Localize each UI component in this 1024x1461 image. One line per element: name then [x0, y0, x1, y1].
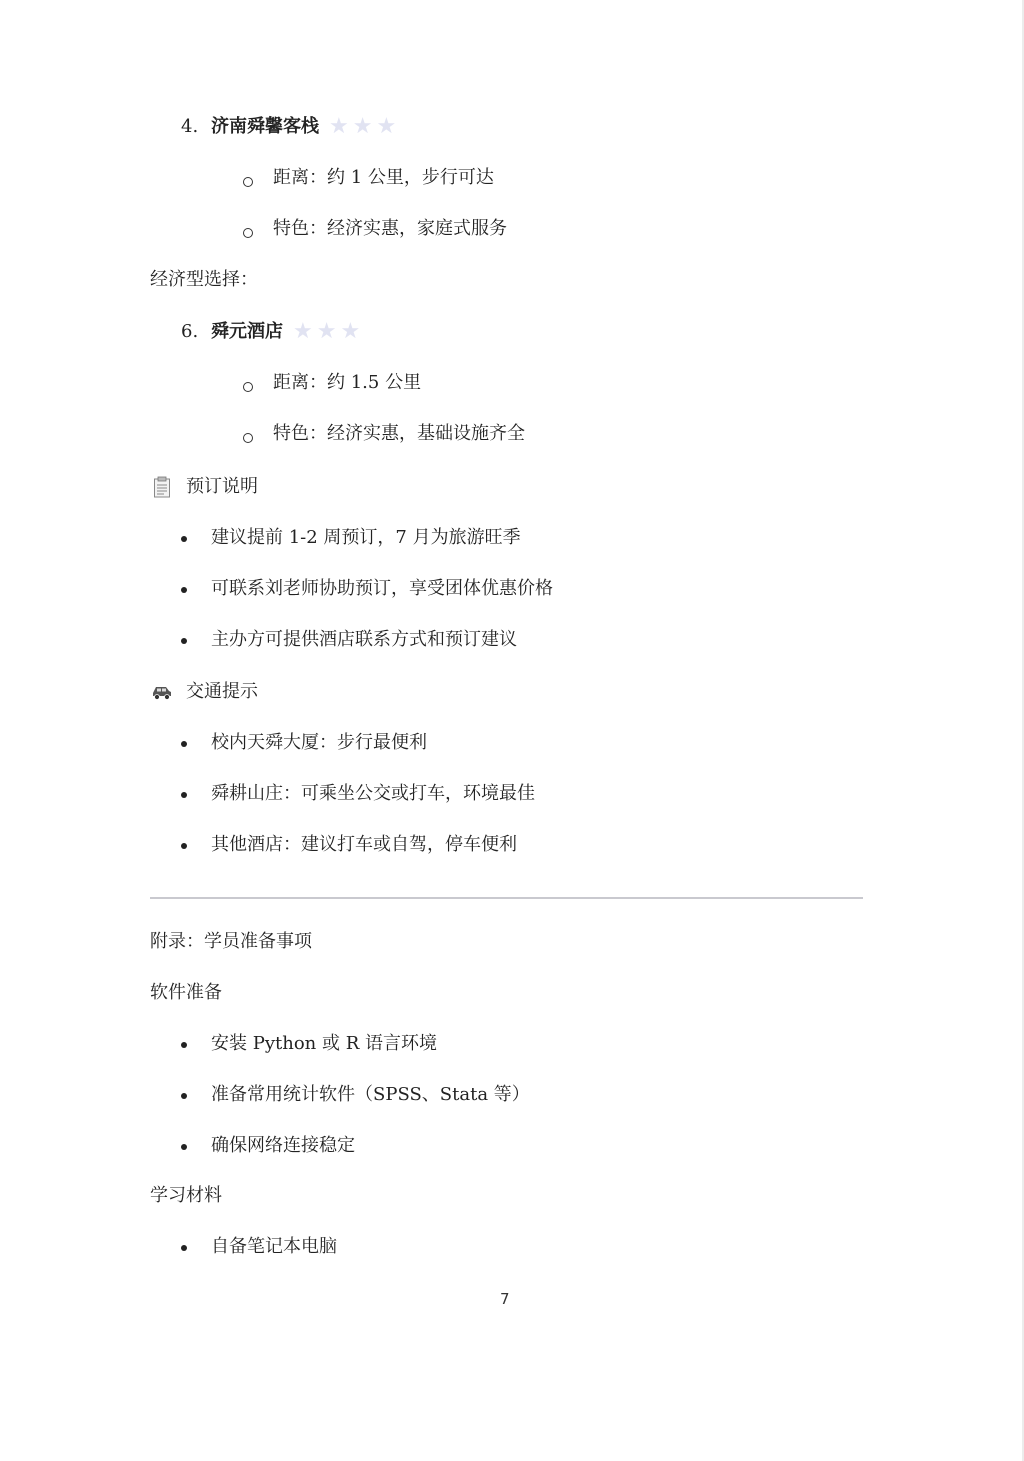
software-item: 安装 Python 或 R 语言环境: [211, 1033, 437, 1054]
bullet-icon: [181, 1144, 187, 1150]
hotel-detail: 特色：经济实惠，基础设施齐全: [273, 423, 525, 444]
economy-heading: 经济型选择：: [150, 269, 258, 290]
bullet-icon: [181, 638, 187, 644]
bullet-icon: [181, 1093, 187, 1099]
circle-bullet-icon: [243, 433, 253, 443]
booking-title: 预订说明: [186, 476, 258, 497]
clipboard-icon: [153, 476, 171, 498]
bullet-icon: [181, 536, 187, 542]
materials-title: 学习材料: [150, 1185, 222, 1206]
materials-item: 自备笔记本电脑: [211, 1236, 337, 1257]
bullet-icon: [181, 792, 187, 798]
car-icon: [151, 683, 173, 701]
rating-stars-icon: ★★★: [329, 114, 401, 139]
list-number: 4.: [181, 116, 199, 137]
transport-item: 其他酒店：建议打车或自驾，停车便利: [211, 834, 517, 855]
hotel-detail: 距离：约 1 公里，步行可达: [273, 167, 494, 188]
bullet-icon: [181, 741, 187, 747]
software-item: 准备常用统计软件（SPSS、Stata 等）: [211, 1084, 530, 1105]
booking-item: 可联系刘老师协助预订，享受团体优惠价格: [211, 578, 553, 599]
bullet-icon: [181, 843, 187, 849]
hotel-item-6: [181, 320, 364, 344]
software-item: 确保网络连接稳定: [211, 1135, 355, 1156]
circle-bullet-icon: [243, 177, 253, 187]
transport-item: 校内天舜大厦：步行最便利: [211, 732, 427, 753]
hotel-name: 舜元酒店: [211, 321, 283, 342]
hotel-detail: 距离：约 1.5 公里: [273, 372, 422, 393]
booking-item: 主办方可提供酒店联系方式和预订建议: [211, 629, 517, 650]
transport-title: 交通提示: [186, 681, 258, 702]
software-title: 软件准备: [150, 982, 222, 1003]
circle-bullet-icon: [243, 228, 253, 238]
bullet-icon: [181, 587, 187, 593]
bullet-icon: [181, 1245, 187, 1251]
circle-bullet-icon: [243, 382, 253, 392]
transport-item: 舜耕山庄：可乘坐公交或打车，环境最佳: [211, 783, 535, 804]
list-number: 6.: [181, 321, 199, 342]
appendix-title: 附录：学员准备事项: [150, 931, 312, 952]
hotel-detail: 特色：经济实惠，家庭式服务: [273, 218, 507, 239]
hotel-name: 济南舜馨客栈: [211, 116, 319, 137]
bullet-icon: [181, 1042, 187, 1048]
booking-item: 建议提前 1-2 周预订，7 月为旅游旺季: [211, 527, 521, 548]
rating-stars-icon: ★★★: [293, 319, 365, 344]
page-number: 7: [500, 1290, 510, 1308]
hotel-item-4: [181, 115, 400, 139]
section-divider: [150, 897, 863, 899]
